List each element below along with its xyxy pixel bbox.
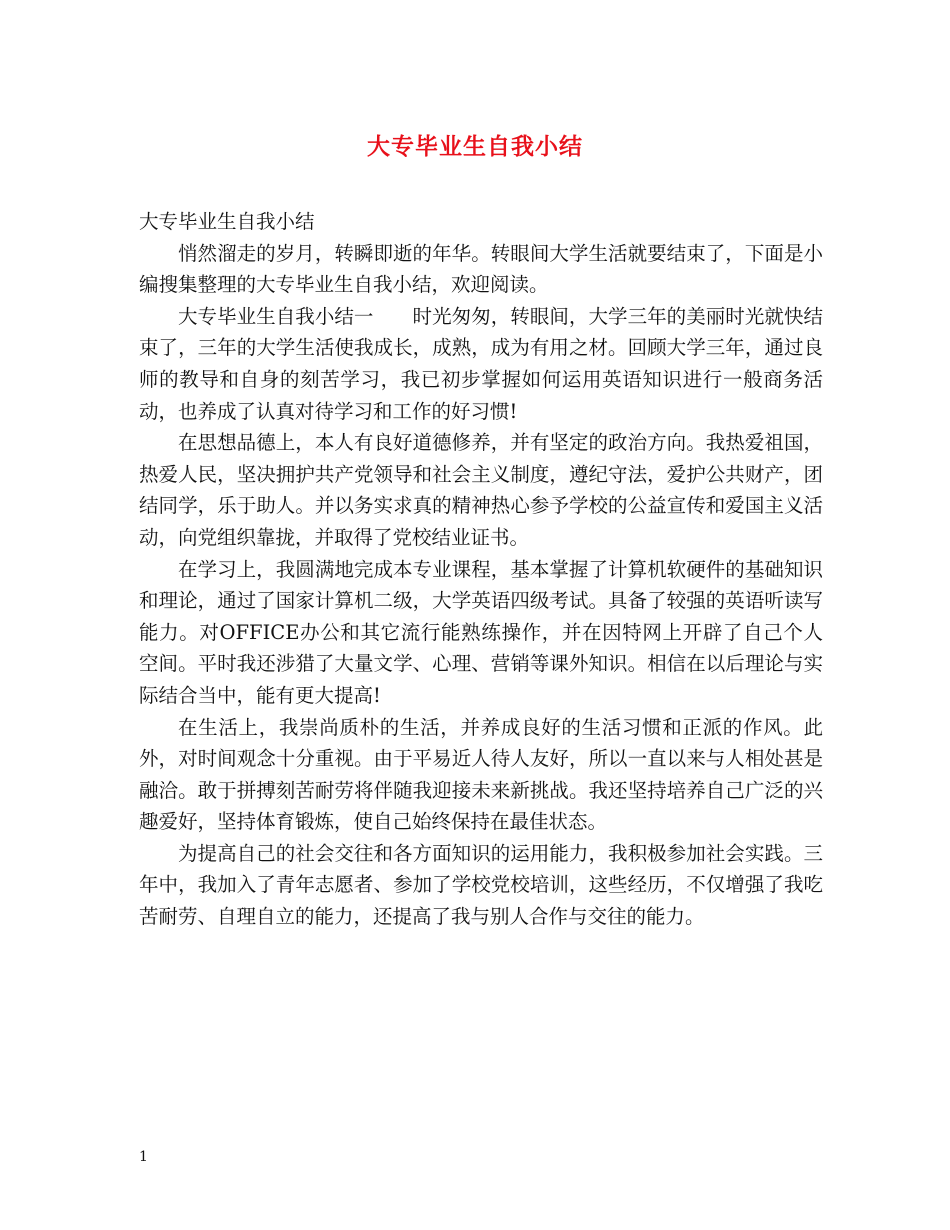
paragraph-4: 在生活上，我崇尚质朴的生活，并养成良好的生活习惯和正派的作风。此外，对时间观念十分重视。由于平易近人待人友好，所以一直以来与人相处甚是融洽。敢于拼搏刻苦耐劳将伴随我迎接未来新挑战。我还坚持培养自己广泛的兴趣爱好，坚持体育锻炼，使自己始终保持在最佳状态。: [139, 715, 823, 834]
paragraph-1: 大专毕业生自我小结一 时光匆匆，转眼间，大学三年的美丽时光就快结束了，三年的大学生活使我成长，成熟，成为有用之材。回顾大学三年，通过良师的教导和自身的刻苦学习，我已初步掌握如何运用英语知识进行一般商务活动，也养成了认真对待学习和工作的好习惯!: [139, 304, 823, 423]
document-body: [139, 206, 823, 933]
paragraph-intro: 悄然溜走的岁月，转瞬即逝的年华。转眼间大学生活就要结束了，下面是小编搜集整理的大专毕业生自我小结，欢迎阅读。: [139, 241, 823, 297]
paragraph-2: 在思想品德上，本人有良好道德修养，并有坚定的政治方向。我热爱祖国，热爱人民，坚决拥护共产党领导和社会主义制度，遵纪守法，爱护公共财产，团结同学，乐于助人。并以务实求真的精神热心参予学校的公益宣传和爱国主义活动，向党组织靠拢，并取得了党校结业证书。: [139, 431, 823, 549]
page-number: 1: [139, 1149, 148, 1165]
paragraph-5: 为提高自己的社会交往和各方面知识的运用能力，我积极参加社会实践。三年中，我加入了青年志愿者、参加了学校党校培训，这些经历，不仅增强了我吃苦耐劳、自理自立的能力，还提高了我与别人合作与交往的能力。: [139, 841, 823, 929]
paragraph-3: 在学习上，我圆满地完成本专业课程，基本掌握了计算机软硬件的基础知识和理论，通过了国家计算机二级，大学英语四级考试。具备了较强的英语听读写能力。对OFFICE办公和其它流行能熟练操作，并在因特网上开辟了自己个人空间。平时我还涉猎了大量文学、心理、营销等课外知识。相信在以后理论与实际结合当中，能有更大提高!: [139, 557, 823, 707]
document-title: 大专毕业生自我小结: [367, 133, 583, 160]
heading-line: 大专毕业生自我小结: [139, 210, 315, 233]
